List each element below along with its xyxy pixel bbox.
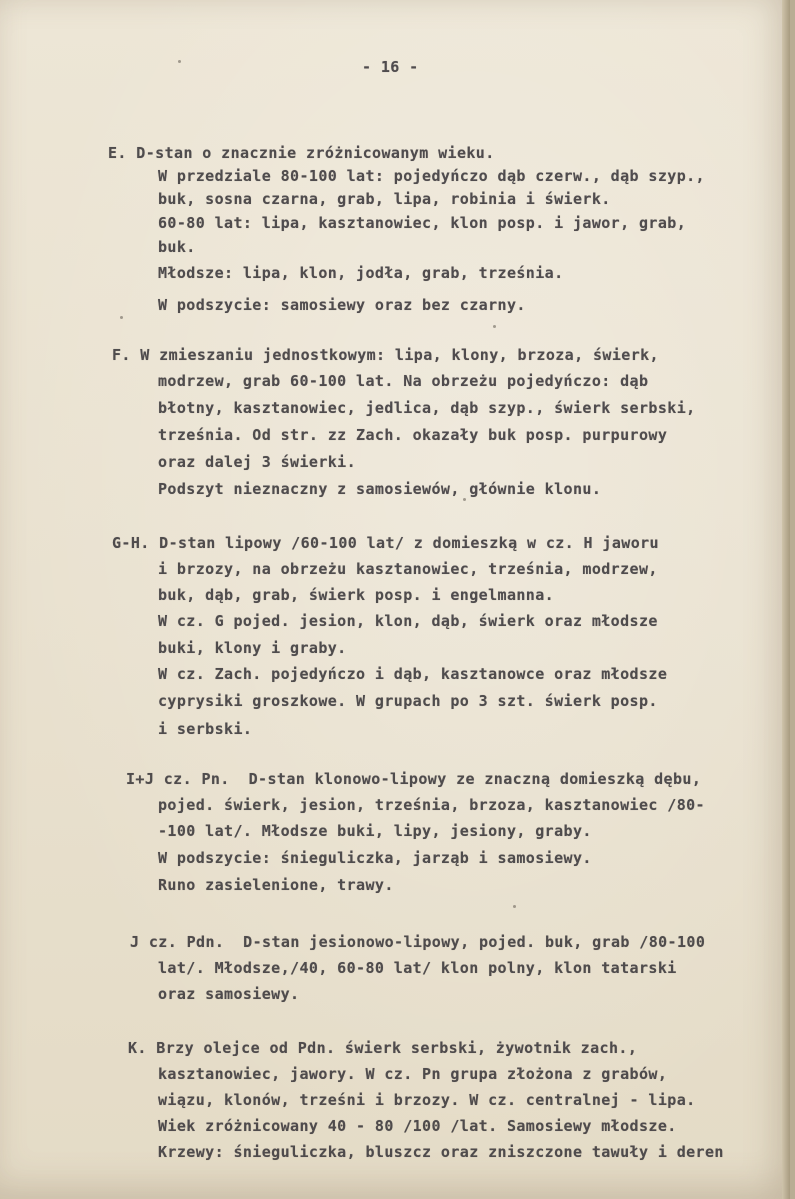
section-k-line-2: kasztanowiec, jawory. W cz. Pn grupa złożona z grabów, xyxy=(158,1065,668,1083)
section-ij-line-4: W podszycie: śnieguliczka, jarząb i samosiewy. xyxy=(158,849,592,867)
section-gh-line-5: buki, klony i graby. xyxy=(158,639,347,657)
section-e-line-3: buk, sosna czarna, grab, lipa, robinia i świerk. xyxy=(158,190,611,208)
section-ij-line-1: I+J cz. Pn. D-stan klonowo-lipowy ze znaczną domieszką dębu, xyxy=(126,770,702,788)
section-f-line-4: trześnia. Od str. zz Zach. okazały buk posp. purpurowy xyxy=(158,426,668,444)
page-edge-shadow xyxy=(782,0,790,1199)
section-gh-line-6: W cz. Zach. pojedyńczo i dąb, kasztanowce oraz młodsze xyxy=(158,665,668,683)
paper-speck xyxy=(120,316,123,319)
section-f-line-6: Podszyt nieznaczny z samosiewów, głównie klonu. xyxy=(158,480,602,498)
section-k-line-3: wiązu, klonów, trześni i brzozy. W cz. centralnej - lipa. xyxy=(158,1091,696,1109)
section-gh-line-7: cyprysiki groszkowe. W grupach po 3 szt. świerk posp. xyxy=(158,692,658,710)
section-gh-line-8: i serbski. xyxy=(158,720,253,738)
section-f-line-5: oraz dalej 3 świerki. xyxy=(158,453,357,471)
section-gh-line-3: buk, dąb, grab, świerk posp. i engelmanna. xyxy=(158,586,555,604)
paper-speck xyxy=(178,60,181,63)
paper-speck xyxy=(493,325,496,328)
section-f-line-3: błotny, kasztanowiec, jedlica, dąb szyp., świerk serbski, xyxy=(158,399,696,417)
section-j-line-2: lat/. Młodsze,/40, 60-80 lat/ klon polny, klon tatarski xyxy=(158,959,677,977)
section-e-line-7: W podszycie: samosiewy oraz bez czarny. xyxy=(158,296,526,314)
section-k-line-1: K. Brzy olejce od Pdn. świerk serbski, żywotnik zach., xyxy=(128,1039,638,1057)
section-e-line-2: W przedziale 80-100 lat: pojedyńczo dąb czerw., dąb szyp., xyxy=(158,167,705,185)
section-gh-line-2: i brzozy, na obrzeżu kasztanowiec, trześnia, modrzew, xyxy=(158,560,658,578)
section-k-line-5: Krzewy: śnieguliczka, bluszcz oraz zniszczone tawuły i deren xyxy=(158,1143,724,1161)
section-f-line-1: F. W zmieszaniu jednostkowym: lipa, klony, brzoza, świerk, xyxy=(112,346,659,364)
section-gh-line-1: G-H. D-stan lipowy /60-100 lat/ z domieszką w cz. H jaworu xyxy=(112,534,659,552)
page-number: - 16 - xyxy=(362,58,419,76)
section-f-line-2: modrzew, grab 60-100 lat. Na obrzeżu pojedyńczo: dąb xyxy=(158,372,649,390)
section-ij-line-3: -100 lat/. Młodsze buki, lipy, jesiony, graby. xyxy=(158,822,592,840)
section-j-line-1: J cz. Pdn. D-stan jesionowo-lipowy, pojed. buk, grab /80-100 xyxy=(130,933,706,951)
section-e-line-4: 60-80 lat: lipa, kasztanowiec, klon posp. i jawor, grab, xyxy=(158,214,687,232)
paper-speck xyxy=(513,905,516,908)
section-k-line-4: Wiek zróżnicowany 40 - 80 /100 /lat. Samosiewy młodsze. xyxy=(158,1117,677,1135)
section-ij-line-5: Runo zasielenione, trawy. xyxy=(158,876,394,894)
section-j-line-3: oraz samosiewy. xyxy=(158,985,300,1003)
section-e-line-5: buk. xyxy=(158,238,196,256)
section-gh-line-4: W cz. G pojed. jesion, klon, dąb, świerk oraz młodsze xyxy=(158,612,658,630)
section-ij-line-2: pojed. świerk, jesion, trześnia, brzoza, kasztanowiec /80- xyxy=(158,796,705,814)
section-e-line-6: Młodsze: lipa, klon, jodła, grab, trześnia. xyxy=(158,264,564,282)
section-e-line-1: E. D-stan o znacznie zróżnicowanym wieku. xyxy=(108,144,495,162)
paper-speck xyxy=(463,498,466,501)
